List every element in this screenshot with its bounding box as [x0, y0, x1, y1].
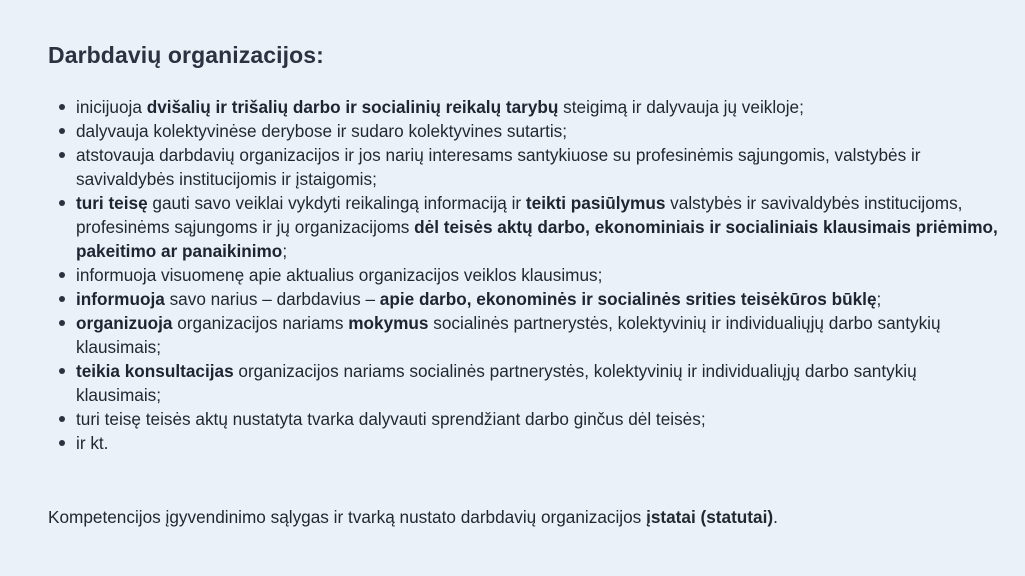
text: atstovauja darbdavių organizacijos ir jos narių interesams santykiuose su profesinėmis sąjungomis, valstybės ir savivaldybės institucijomis ir įstaigomis;: [76, 145, 921, 189]
text: ;: [282, 241, 288, 261]
text: .: [773, 507, 778, 527]
bold-text: mokymus: [348, 313, 429, 333]
list-item: [76, 191, 1006, 263]
text: steigimą ir dalyvauja jų veikloje;: [558, 97, 804, 117]
text: gauti savo veiklai vykdyti reikalingą informaciją ir: [147, 193, 526, 213]
list-item: [76, 143, 1006, 191]
list-item: [76, 407, 1006, 431]
list-item: [76, 119, 1006, 143]
bold-text: informuoja: [76, 289, 165, 309]
text: valstybės ir savivaldybės institucijoms, profesinėms sąjungoms ir jų organizacijoms: [76, 193, 963, 237]
bold-text: dvišalių ir trišalių darbo ir socialinių reikalų tarybų: [146, 97, 559, 117]
text: Kompetencijos įgyvendinimo sąlygas ir tvarką nustato darbdavių organizacijos: [48, 507, 647, 527]
text: ;: [876, 289, 882, 309]
bold-text: apie darbo, ekonominės ir socialinės srities teisėkūros būklę: [379, 289, 877, 309]
text: turi teisę teisės aktų nustatyta tvarka dalyvauti sprendžiant darbo ginčus dėl teisės;: [76, 409, 706, 429]
text: organizacijos nariams: [172, 313, 349, 333]
list-item: [76, 431, 1006, 455]
text: organizacijos nariams socialinės partnerystės, kolektyvinių ir individualiųjų darbo santykių klausimais;: [76, 361, 917, 405]
list-item: [76, 287, 1006, 311]
bold-text: organizuoja: [76, 313, 173, 333]
bold-text: teikia konsultacijas: [76, 361, 234, 381]
list-item: [76, 359, 1006, 407]
text: ir kt.: [76, 433, 109, 453]
footer-note: [48, 505, 988, 529]
bold-text: įstatai (statutai): [646, 507, 774, 527]
bullet-list: [48, 95, 1006, 455]
slide-title: Darbdavių organizacijos:: [48, 42, 324, 68]
text: inicijuoja: [76, 97, 147, 117]
text: informuoja visuomenę apie aktualius organizacijos veiklos klausimus;: [76, 265, 603, 285]
text: savo narius – darbdavius –: [164, 289, 380, 309]
list-item: [76, 263, 1006, 287]
list-item: [76, 95, 1006, 119]
bold-text: teikti pasiūlymus: [525, 193, 666, 213]
text: dalyvauja kolektyvinėse derybose ir sudaro kolektyvines sutartis;: [76, 121, 568, 141]
bold-text: turi teisę: [76, 193, 148, 213]
text: socialinės partnerystės, kolektyvinių ir individualiųjų darbo santykių klausimais;: [76, 313, 941, 357]
bold-text: dėl teisės aktų darbo, ekonominiais ir socialiniais klausimais priėmimo, pakeitimo ar panaikinimo: [76, 217, 998, 261]
list-item: [76, 311, 1006, 359]
